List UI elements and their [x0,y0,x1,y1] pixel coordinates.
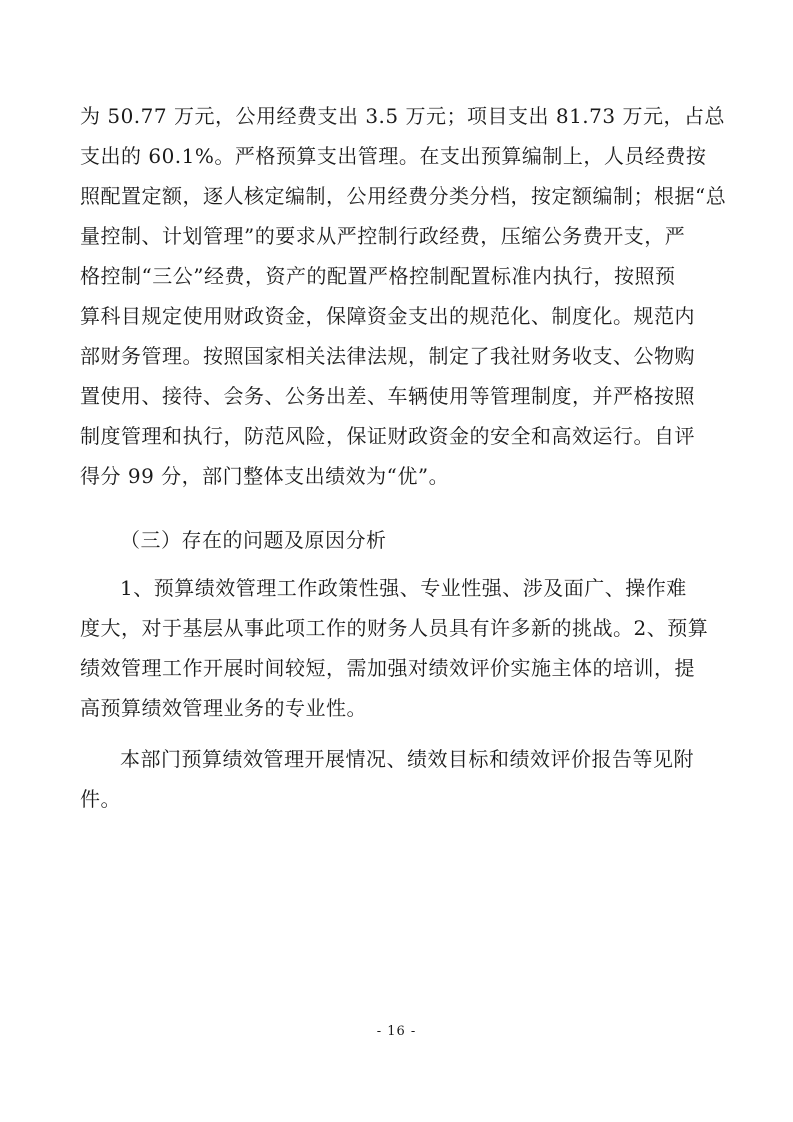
text-line: 格控制“三公”经费，资产的配置严格控制配置标准内执行，按照预 [80,264,676,288]
text-line: 度大，对于基层从事此项工作的财务人员具有许多新的挑战。2、预算 [80,616,709,640]
text-line: 置使用、接待、会务、公务出差、车辆使用等管理制度，并严格按照 [80,384,695,408]
section-heading: （三）存在的问题及原因分析 [120,528,387,552]
text-line: 本部门预算绩效管理开展情况、绩效目标和绩效评价报告等见附 [120,747,694,771]
text-line: 1、预算绩效管理工作政策性强、专业性强、涉及面广、操作难 [120,576,687,600]
text-line: 照配置定额，逐人核定编制，公用经费分类分档，按定额编制；根据“总 [80,184,727,208]
text-line: 算科目规定使用财政资金，保障资金支出的规范化、制度化。规范内 [80,304,695,328]
text-line: 部财务管理。按照国家相关法律法规，制定了我社财务收支、公物购 [80,344,695,368]
page-number: - 16 - [376,1024,417,1039]
text-line: 制度管理和执行，防范风险，保证财政资金的安全和高效运行。自评 [80,424,695,448]
text-line: 高预算绩效管理业务的专业性。 [80,696,367,720]
text-line: 件。 [80,787,121,811]
text-line: 为 50.77 万元，公用经费支出 3.5 万元；项目支出 81.73 万元，占总 [80,104,725,128]
text-line: 得分 99 分，部门整体支出绩效为“优”。 [80,464,450,488]
text-line: 量控制、计划管理”的要求从严控制行政经费，压缩公务费开支，严 [80,224,686,248]
text-line: 支出的 60.1%。严格预算支出管理。在支出预算编制上，人员经费按 [80,144,707,168]
text-line: 绩效管理工作开展时间较短，需加强对绩效评价实施主体的培训，提 [80,656,695,680]
